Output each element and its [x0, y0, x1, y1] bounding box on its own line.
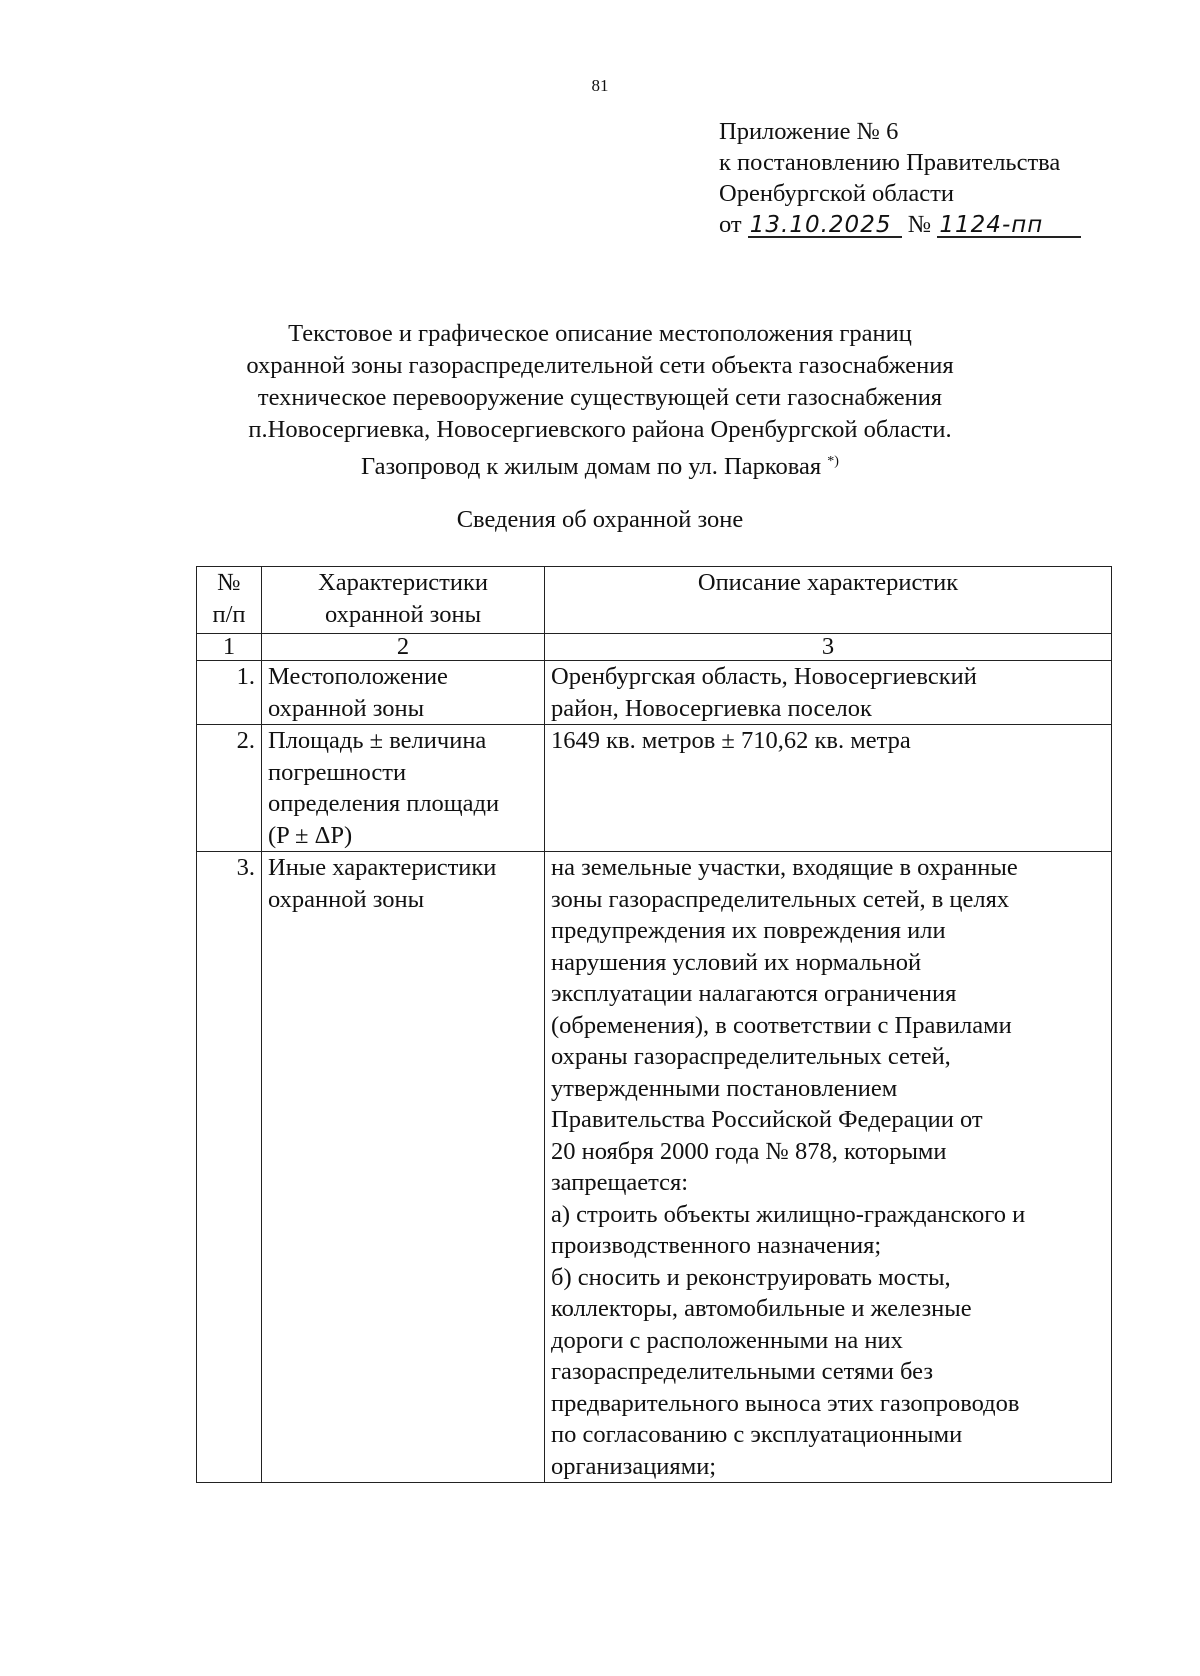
text-line: охранной зоны — [268, 694, 425, 722]
appendix-line-3: Оренбургской области — [719, 180, 954, 207]
table-row — [197, 661, 1112, 725]
column-number-row — [197, 634, 1112, 661]
handwritten-number: 1124-пп — [937, 214, 1081, 238]
title-line-3: техническое перевооружение существующей сети газоснабжения — [257, 384, 943, 411]
text-line: район, Новосергиевка поселок — [551, 694, 872, 722]
column-number-1: 1 — [197, 634, 262, 661]
column-number-2: 2 — [262, 634, 545, 661]
text-line: газораспределительными сетями без — [551, 1358, 934, 1385]
handwritten-date: 13.10.2025 — [748, 214, 902, 238]
row-description — [545, 725, 1112, 852]
title-line-2: охранной зоны газораспределительной сети объекта газоснабжения — [246, 352, 954, 379]
title-line-5 — [0, 446, 1200, 483]
title-line-5-text: Газопровод к жилым домам по ул. Парковая — [361, 453, 822, 481]
text-line: эксплуатации налагаются ограничения — [551, 980, 957, 1007]
from-label: от — [719, 211, 742, 238]
appendix-line-2: к постановлению Правительства — [719, 149, 1061, 176]
text-line: а) строить объекты жилищно-гражданского и — [551, 1200, 1026, 1228]
text-line: производственного назначения; — [551, 1232, 882, 1259]
table-row — [197, 725, 1112, 852]
header-characteristic — [262, 567, 545, 634]
row-characteristic — [262, 852, 545, 1483]
page-number: 81 — [591, 76, 609, 95]
text-line: предупреждения их повреждения или — [551, 917, 946, 944]
text-line: б) сносить и реконструировать мосты, — [551, 1263, 951, 1291]
text-line: погрешности — [268, 758, 407, 786]
text-line: дороги с расположенными на них — [551, 1326, 903, 1354]
number-label: № — [907, 211, 932, 238]
row-description — [545, 661, 1112, 725]
header-index — [197, 567, 262, 634]
column-number-3: 3 — [545, 634, 1112, 661]
text-line: на земельные участки, входящие в охранные — [551, 854, 1018, 881]
text-line: нарушения условий их нормальной — [551, 948, 922, 976]
row-index: 2. — [197, 725, 262, 852]
text-line: запрещается: — [551, 1169, 689, 1196]
text-line: Правительства Российской Федерации от — [551, 1106, 983, 1133]
header-characteristic-line-2: охранной зоны — [324, 600, 482, 628]
table-row — [197, 852, 1112, 1483]
title-line-1: Текстовое и графическое описание местоположения границ — [288, 320, 912, 347]
zone-table — [196, 566, 1112, 1483]
text-line: 1649 кв. метров ± 710,62 кв. метра — [551, 727, 911, 754]
row-characteristic — [262, 661, 545, 725]
title-line-4: п.Новосергиевка, Новосергиевского района Оренбургской области. — [248, 416, 952, 443]
document-title — [0, 318, 1200, 483]
text-line: по согласованию с эксплуатационными — [551, 1421, 963, 1448]
table-header-row — [197, 567, 1112, 634]
text-line: Иные характеристики — [268, 854, 497, 881]
text-line: утвержденными постановлением — [551, 1074, 898, 1102]
section-subtitle: Сведения об охранной зоне — [456, 506, 744, 533]
row-index: 3. — [197, 852, 262, 1483]
text-line: организациями; — [551, 1452, 717, 1480]
text-line: определения площади — [268, 790, 500, 817]
text-line: Местоположение — [268, 663, 448, 690]
footnote-mark: *) — [827, 454, 839, 469]
header-index-line-1: № — [217, 569, 241, 596]
text-line: (P ± ΔP) — [268, 821, 353, 849]
text-line: предварительного выноса этих газопроводов — [551, 1389, 1020, 1417]
text-line: Оренбургская область, Новосергиевский — [551, 663, 977, 690]
appendix-line-1: Приложение № 6 — [719, 118, 899, 145]
appendix-block — [719, 116, 1081, 240]
appendix-line-4 — [719, 209, 1081, 240]
header-description — [545, 567, 1112, 634]
text-line: (обременения), в соответствии с Правилами — [551, 1011, 1012, 1039]
text-line: охраны газораспределительных сетей, — [551, 1043, 951, 1070]
text-line: Площадь ± величина — [268, 727, 487, 754]
text-line: коллекторы, автомобильные и железные — [551, 1295, 972, 1322]
header-description-line: Описание характеристик — [697, 569, 959, 596]
row-characteristic — [262, 725, 545, 852]
text-line: зоны газораспределительных сетей, в целях — [551, 885, 1010, 913]
text-line: 20 ноября 2000 года № 878, которыми — [551, 1137, 947, 1165]
header-characteristic-line-1: Характеристики — [318, 569, 488, 596]
row-index: 1. — [197, 661, 262, 725]
text-line: охранной зоны — [268, 885, 425, 913]
row-description — [545, 852, 1112, 1483]
header-index-line-2: п/п — [212, 600, 246, 628]
